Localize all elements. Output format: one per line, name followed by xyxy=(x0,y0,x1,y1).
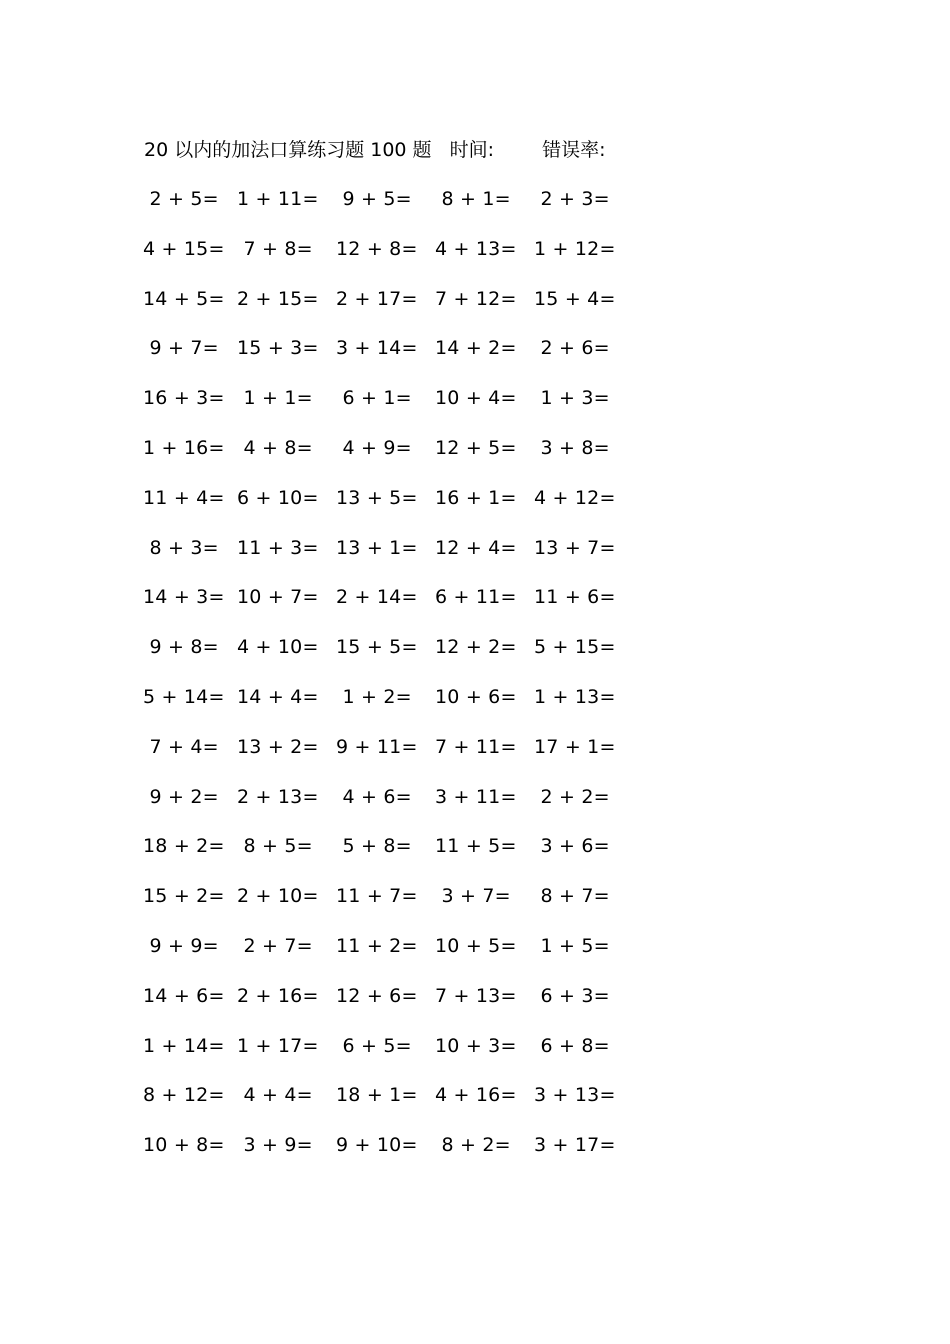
arithmetic-problem: 2 + 7= xyxy=(243,935,313,957)
arithmetic-problem: 1 + 2= xyxy=(342,686,412,708)
arithmetic-problem: 13 + 1= xyxy=(336,536,418,559)
arithmetic-problem: 13 + 5= xyxy=(336,486,418,509)
arithmetic-problem: 3 + 9= xyxy=(243,1134,313,1157)
arithmetic-problem: 1 + 3= xyxy=(540,387,610,410)
arithmetic-problem: 6 + 10= xyxy=(237,486,319,509)
arithmetic-problem: 4 + 9= xyxy=(342,437,412,459)
arithmetic-problem: 2 + 14= xyxy=(336,586,418,609)
arithmetic-problem: 10 + 5= xyxy=(435,935,517,957)
arithmetic-problem: 14 + 2= xyxy=(435,337,517,360)
arithmetic-problem: 3 + 17= xyxy=(534,1134,616,1157)
arithmetic-problem: 4 + 15= xyxy=(143,237,225,260)
arithmetic-problem: 6 + 1= xyxy=(342,387,412,410)
arithmetic-problem: 2 + 15= xyxy=(237,287,319,310)
arithmetic-problem: 2 + 5= xyxy=(149,188,219,210)
arithmetic-problem: 16 + 3= xyxy=(143,387,225,410)
arithmetic-problem: 18 + 2= xyxy=(143,835,225,858)
arithmetic-problem: 14 + 5= xyxy=(143,287,225,310)
arithmetic-problem: 7 + 11= xyxy=(435,735,517,758)
arithmetic-problem: 9 + 9= xyxy=(149,935,219,957)
arithmetic-problem: 12 + 8= xyxy=(336,237,418,260)
arithmetic-problem: 12 + 2= xyxy=(435,636,517,659)
arithmetic-problem: 6 + 8= xyxy=(540,1034,610,1057)
arithmetic-problem: 4 + 13= xyxy=(435,237,517,260)
arithmetic-problem: 10 + 7= xyxy=(237,586,319,609)
arithmetic-problem: 15 + 3= xyxy=(237,337,319,360)
worksheet-title: 20 以内的加法口算练习题 100 题 xyxy=(144,139,432,161)
arithmetic-problem: 1 + 17= xyxy=(237,1034,319,1057)
arithmetic-problem: 1 + 14= xyxy=(143,1034,225,1057)
arithmetic-problem: 2 + 3= xyxy=(540,188,610,210)
arithmetic-problem: 10 + 4= xyxy=(435,387,517,410)
arithmetic-problem: 11 + 2= xyxy=(336,935,418,957)
arithmetic-problem: 12 + 5= xyxy=(435,437,517,459)
arithmetic-problem: 5 + 15= xyxy=(534,636,616,659)
arithmetic-problem: 1 + 16= xyxy=(143,437,225,459)
arithmetic-problem: 7 + 4= xyxy=(149,735,219,758)
arithmetic-problem: 3 + 7= xyxy=(441,885,511,908)
arithmetic-problem: 9 + 7= xyxy=(149,337,219,360)
arithmetic-problem: 6 + 11= xyxy=(435,586,517,609)
arithmetic-problem: 9 + 8= xyxy=(149,636,219,659)
arithmetic-problem: 10 + 6= xyxy=(435,686,517,708)
arithmetic-problem: 4 + 8= xyxy=(243,437,313,459)
arithmetic-problem: 4 + 10= xyxy=(237,636,319,659)
time-label: 时间: xyxy=(449,139,495,161)
arithmetic-problem: 11 + 4= xyxy=(143,486,225,509)
arithmetic-problem: 4 + 16= xyxy=(435,1084,517,1107)
arithmetic-problem: 2 + 17= xyxy=(336,287,418,310)
error-rate-label: 错误率: xyxy=(542,139,606,161)
arithmetic-problem: 5 + 14= xyxy=(143,686,225,708)
arithmetic-problem: 7 + 13= xyxy=(435,984,517,1007)
arithmetic-problem: 10 + 3= xyxy=(435,1034,517,1057)
arithmetic-problem: 1 + 11= xyxy=(237,188,319,210)
arithmetic-problem: 6 + 3= xyxy=(540,984,610,1007)
arithmetic-problem: 11 + 5= xyxy=(435,835,517,858)
arithmetic-problem: 3 + 11= xyxy=(435,785,517,808)
arithmetic-problem: 14 + 3= xyxy=(143,586,225,609)
arithmetic-problem: 9 + 2= xyxy=(149,785,219,808)
arithmetic-problem: 7 + 8= xyxy=(243,237,313,260)
arithmetic-problem: 2 + 16= xyxy=(237,984,319,1007)
arithmetic-problem: 15 + 5= xyxy=(336,636,418,659)
arithmetic-problem: 15 + 4= xyxy=(534,287,616,310)
arithmetic-problem: 3 + 6= xyxy=(540,835,610,858)
arithmetic-problem: 17 + 1= xyxy=(534,735,616,758)
arithmetic-problem: 4 + 6= xyxy=(342,785,412,808)
arithmetic-problem: 9 + 10= xyxy=(336,1134,418,1157)
arithmetic-problem: 14 + 6= xyxy=(143,984,225,1007)
arithmetic-problem: 11 + 6= xyxy=(534,586,616,609)
arithmetic-problem: 8 + 12= xyxy=(143,1084,225,1107)
arithmetic-problem: 13 + 7= xyxy=(534,536,616,559)
arithmetic-problem: 14 + 4= xyxy=(237,686,319,708)
arithmetic-problem: 9 + 5= xyxy=(342,188,412,210)
arithmetic-problem: 16 + 1= xyxy=(435,486,517,509)
arithmetic-problem: 2 + 10= xyxy=(237,885,319,908)
arithmetic-problem: 1 + 12= xyxy=(534,237,616,260)
arithmetic-problem: 7 + 12= xyxy=(435,287,517,310)
arithmetic-problem: 1 + 5= xyxy=(540,935,610,957)
arithmetic-problem: 5 + 8= xyxy=(342,835,412,858)
arithmetic-problem: 3 + 8= xyxy=(540,437,610,459)
arithmetic-problem: 4 + 12= xyxy=(534,486,616,509)
arithmetic-problem: 1 + 1= xyxy=(243,387,313,410)
arithmetic-problem: 13 + 2= xyxy=(237,735,319,758)
arithmetic-problem: 8 + 5= xyxy=(243,835,313,858)
arithmetic-problem: 11 + 7= xyxy=(336,885,418,908)
arithmetic-problem: 2 + 13= xyxy=(237,785,319,808)
arithmetic-problem: 11 + 3= xyxy=(237,536,319,559)
arithmetic-problem: 8 + 7= xyxy=(540,885,610,908)
arithmetic-problem: 3 + 13= xyxy=(534,1084,616,1107)
arithmetic-problem: 6 + 5= xyxy=(342,1034,412,1057)
arithmetic-problem: 8 + 3= xyxy=(149,536,219,559)
arithmetic-problem: 18 + 1= xyxy=(336,1084,418,1107)
arithmetic-problem: 4 + 4= xyxy=(243,1084,313,1107)
arithmetic-problem: 1 + 13= xyxy=(534,686,616,708)
arithmetic-problem: 8 + 2= xyxy=(441,1134,511,1157)
arithmetic-problem: 2 + 2= xyxy=(540,785,610,808)
arithmetic-problem: 10 + 8= xyxy=(143,1134,225,1157)
arithmetic-problem: 2 + 6= xyxy=(540,337,610,360)
arithmetic-problem: 8 + 1= xyxy=(441,188,511,210)
arithmetic-problem: 15 + 2= xyxy=(143,885,225,908)
arithmetic-problem: 3 + 14= xyxy=(336,337,418,360)
arithmetic-problem: 12 + 4= xyxy=(435,536,517,559)
arithmetic-problem: 9 + 11= xyxy=(336,735,418,758)
arithmetic-problem: 12 + 6= xyxy=(336,984,418,1007)
